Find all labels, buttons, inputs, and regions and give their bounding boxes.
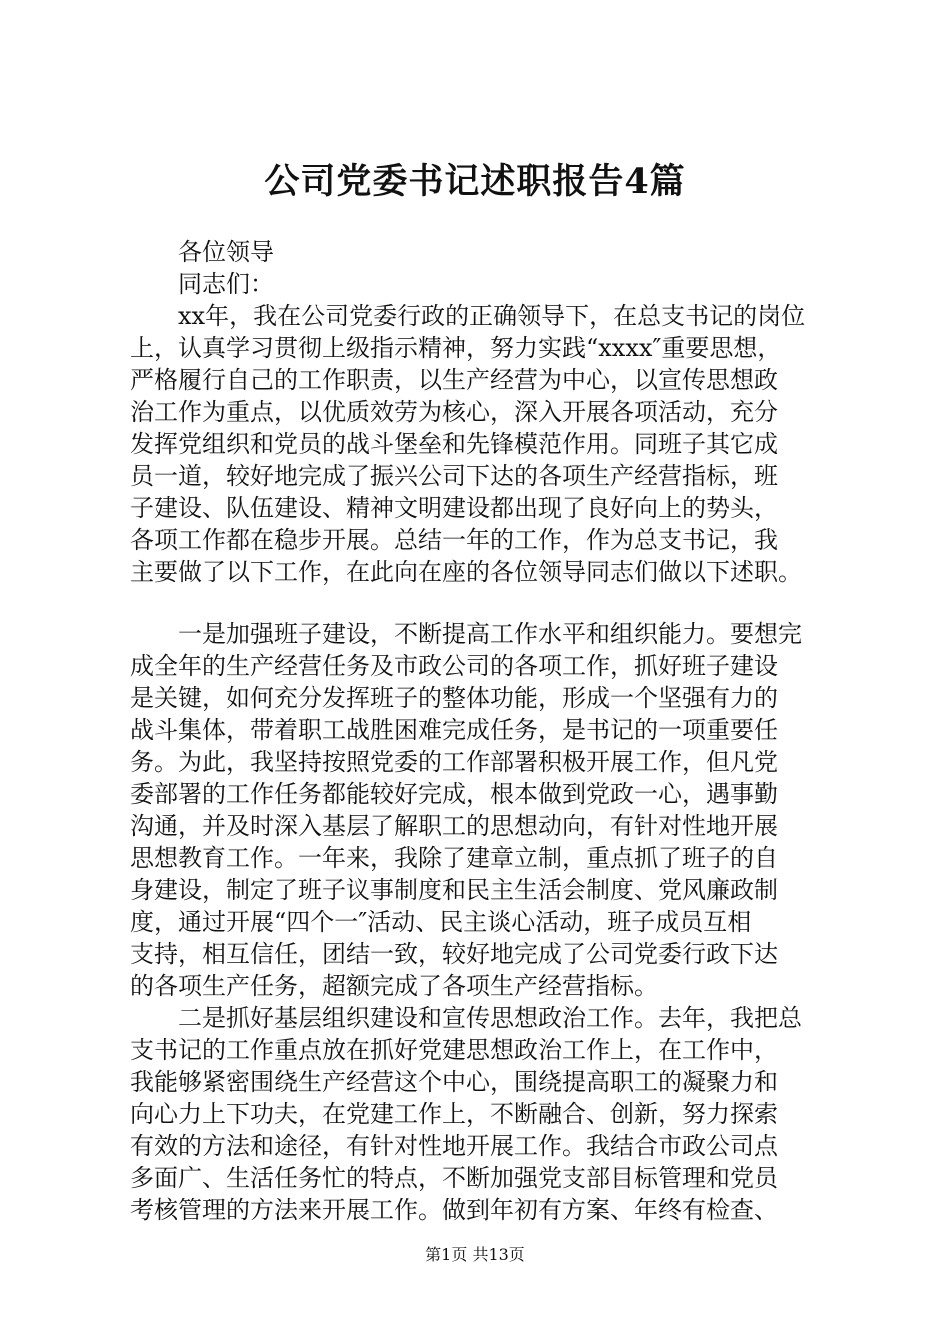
body-line: 各项工作都在稳步开展。总结一年的工作，作为总支书记，我 <box>130 526 778 554</box>
body-line: 严格履行自己的工作职责，以生产经营为中心，以宣传思想政 <box>130 366 778 394</box>
body-line: 员一道，较好地完成了振兴公司下达的各项生产经营指标，班 <box>130 462 778 490</box>
salutation-line: 同志们： <box>178 270 274 298</box>
body-line: 思想教育工作。一年来，我除了建章立制，重点抓了班子的自 <box>130 844 778 872</box>
body-line: 子建设、队伍建设、精神文明建设都出现了良好向上的势头， <box>130 494 778 522</box>
body-line: 发挥党组织和党员的战斗堡垒和先锋模范作用。同班子其它成 <box>130 430 778 458</box>
body-line: 沟通，并及时深入基层了解职工的思想动向，有针对性地开展 <box>130 812 778 840</box>
body-line: 上，认真学习贯彻上级指示精神，努力实践“xxxx″重要思想， <box>130 334 782 362</box>
body-line: 战斗集体，带着职工战胜困难完成任务，是书记的一项重要任 <box>130 716 778 744</box>
body-line: 的各项生产任务，超额完成了各项生产经营指标。 <box>130 972 658 1000</box>
body-line: 委部署的工作任务都能较好完成，根本做到党政一心，遇事勤 <box>130 780 778 808</box>
body-line: xx年，我在公司党委行政的正确领导下，在总支书记的岗位 <box>178 302 806 330</box>
document-title: 公司党委书记述职报告4篇 <box>264 161 686 202</box>
body-line: 度，通过开展“四个一″活动、民主谈心活动，班子成员互相 <box>130 908 752 936</box>
body-line: 治工作为重点，以优质效劳为核心，深入开展各项活动，充分 <box>130 398 778 426</box>
body-line: 身建设，制定了班子议事制度和民主生活会制度、党风廉政制 <box>130 876 778 904</box>
body-line: 一是加强班子建设，不断提高工作水平和组织能力。要想完 <box>178 620 802 648</box>
body-line: 二是抓好基层组织建设和宣传思想政治工作。去年，我把总 <box>178 1004 802 1032</box>
body-line: 是关键，如何充分发挥班子的整体功能，形成一个坚强有力的 <box>130 684 778 712</box>
salutation-line: 各位领导 <box>178 238 274 266</box>
page-indicator: 第1页 共13页 <box>425 1245 525 1264</box>
body-line: 成全年的生产经营任务及市政公司的各项工作，抓好班子建设 <box>130 652 778 680</box>
body-line: 多面广、生活任务忙的特点，不断加强党支部目标管理和党员 <box>130 1164 778 1192</box>
body-line: 有效的方法和途径，有针对性地开展工作。我结合市政公司点 <box>130 1132 778 1160</box>
body-line: 向心力上下功夫，在党建工作上，不断融合、创新，努力探索 <box>130 1100 778 1128</box>
body-line: 支持，相互信任，团结一致，较好地完成了公司党委行政下达 <box>130 940 778 968</box>
body-line: 务。为此，我坚持按照党委的工作部署积极开展工作，但凡党 <box>130 748 778 776</box>
body-line: 支书记的工作重点放在抓好党建思想政治工作上，在工作中， <box>130 1036 778 1064</box>
body-line: 考核管理的方法来开展工作。做到年初有方案、年终有检查、 <box>130 1196 778 1224</box>
body-line: 主要做了以下工作，在此向在座的各位领导同志们做以下述职。 <box>130 558 802 586</box>
body-line: 我能够紧密围绕生产经营这个中心，围绕提高职工的凝聚力和 <box>130 1068 778 1096</box>
